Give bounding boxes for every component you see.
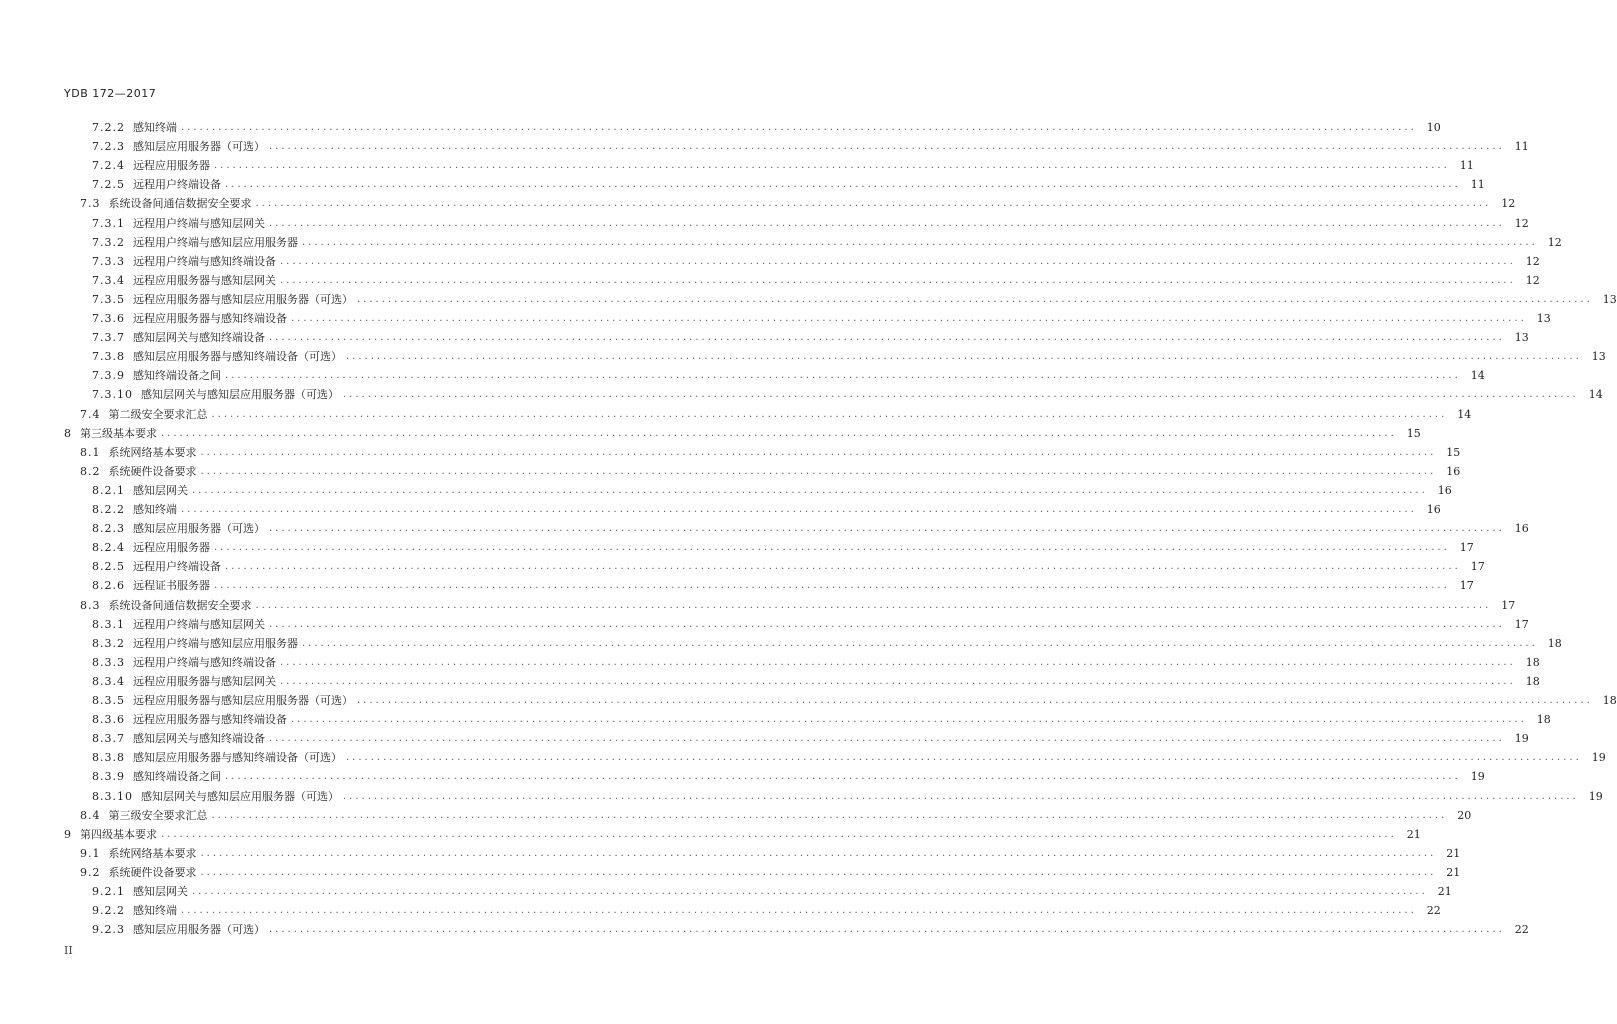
toc-entry-page: 18 (1602, 694, 1617, 707)
dot-leader: ........................................................................................................................................................................................................ (211, 408, 1448, 420)
toc-entry-number: 7.3.10 (92, 388, 133, 402)
toc-entry[interactable] (92, 518, 1529, 536)
dot-leader: ........................................................................................................................................................................................................ (200, 847, 1437, 859)
toc-entry-number: 7.3 (80, 197, 101, 211)
toc-entry-title: 系统网络基本要求 (108, 846, 197, 860)
toc-entry-page: 16 (1437, 483, 1452, 497)
toc-entry[interactable] (80, 404, 1472, 422)
toc-entry-page: 13 (1536, 312, 1551, 325)
toc-entry-page: 19 (1514, 732, 1529, 746)
toc-entry-page: 10 (1426, 121, 1441, 134)
toc-entry-page: 18 (1525, 655, 1540, 669)
toc-entry-title: 感知层应用服务器（可选） (133, 923, 265, 937)
dot-leader: ........................................................................................................................................................................................................ (225, 771, 1461, 783)
toc-entry-number: 8.1 (80, 445, 101, 459)
toc-entry-title: 远程用户终端与感知层网关 (133, 617, 265, 631)
toc-entry-page: 17 (1514, 617, 1529, 631)
dot-leader: ........................................................................................................................................................................................................ (225, 561, 1461, 573)
toc-entry-number: 7.3.5 (92, 292, 125, 306)
toc-entry-title: 感知层网关 (133, 885, 188, 898)
toc-entry-number: 8.3.3 (92, 655, 125, 669)
toc-entry[interactable] (92, 614, 1529, 632)
toc-entry-title: 远程用户终端设备 (133, 178, 221, 192)
toc-entry-title: 远程应用服务器 (133, 159, 210, 173)
toc-entry[interactable] (92, 155, 1474, 173)
toc-entry-number: 8.3.1 (92, 617, 125, 631)
toc-entry[interactable] (92, 213, 1529, 231)
toc-entry-page: 19 (1588, 789, 1603, 803)
toc-entry-number: 9 (64, 827, 72, 841)
toc-entry-number: 8.3.4 (92, 674, 125, 688)
toc-entry-number: 7.3.1 (92, 216, 125, 230)
toc-entry-page: 21 (1446, 865, 1461, 879)
toc-entry-number: 7.2.2 (92, 121, 125, 134)
toc-entry-page: 11 (1470, 178, 1485, 192)
toc-entry-number: 8.3.8 (92, 751, 125, 765)
toc-entry-number: 8.2 (80, 464, 101, 478)
toc-entry-number: 9.2.3 (92, 923, 125, 937)
toc-entry[interactable] (92, 117, 1441, 135)
toc-entry[interactable] (92, 766, 1485, 784)
dot-leader: ........................................................................................................................................................................................................ (346, 752, 1582, 764)
toc-entry-number: 8.2.6 (92, 579, 125, 593)
toc-entry-page: 17 (1501, 598, 1516, 612)
toc-entry-number: 7.3.9 (92, 369, 125, 383)
toc-entry-number: 9.2.1 (92, 885, 125, 898)
dot-leader: ........................................................................................................................................................................................................ (302, 236, 1538, 248)
toc-entry-title: 感知终端设备之间 (133, 369, 221, 383)
toc-entry-number: 7.2.5 (92, 178, 125, 192)
toc-entry-title: 远程用户终端设备 (133, 560, 221, 574)
toc-entry-page: 12 (1525, 273, 1540, 287)
toc-entry-number: 8.2.4 (92, 541, 125, 555)
toc-entry-title: 系统硬件设备要求 (108, 464, 197, 478)
dot-leader: ........................................................................................................................................................................................................ (255, 198, 1492, 210)
toc-entry-number: 8.3.9 (92, 770, 125, 784)
toc-entry-title: 系统网络基本要求 (108, 445, 197, 459)
toc-entry-title: 远程应用服务器与感知终端设备 (133, 312, 287, 325)
dot-leader: ........................................................................................................................................................................................................ (280, 274, 1516, 286)
toc-entry[interactable] (92, 919, 1529, 937)
dot-leader: ........................................................................................................................................................................................................ (214, 580, 1450, 592)
toc-entry-page: 14 (1470, 369, 1485, 383)
toc-entry[interactable] (92, 786, 1603, 804)
dot-leader: ........................................................................................................................................................................................................ (302, 637, 1538, 649)
dot-leader: ........................................................................................................................................................................................................ (225, 179, 1461, 191)
dot-leader: ........................................................................................................................................................................................................ (269, 733, 1505, 745)
toc-entry-title: 远程应用服务器与感知层应用服务器（可选） (133, 292, 353, 306)
toc-entry[interactable] (92, 308, 1551, 326)
toc-entry[interactable] (92, 384, 1603, 402)
toc-entry[interactable] (92, 709, 1551, 727)
toc-entry-number: 7.3.8 (92, 350, 125, 364)
toc-entry-page: 13 (1591, 350, 1606, 364)
toc-entry[interactable] (92, 346, 1606, 364)
toc-entry-number: 8.2.2 (92, 503, 125, 516)
toc-entry-page: 17 (1459, 579, 1474, 593)
toc-entry-page: 19 (1591, 751, 1606, 765)
toc-entry-title: 远程用户终端与感知层应用服务器 (133, 636, 298, 650)
toc-entry-title: 远程应用服务器与感知层应用服务器（可选） (133, 694, 353, 707)
toc-entry-page: 18 (1536, 713, 1551, 727)
dot-leader: ........................................................................................................................................................................................................ (181, 905, 1417, 917)
toc-entry-title: 感知终端 (133, 121, 177, 134)
toc-entry[interactable] (80, 442, 1461, 460)
toc-entry-title: 感知层网关与感知终端设备 (133, 331, 265, 345)
toc-entry-title: 第四级基本要求 (80, 827, 157, 841)
toc-entry-page: 22 (1426, 904, 1441, 918)
toc-entry-page: 12 (1525, 254, 1540, 268)
toc-entry-title: 远程证书服务器 (133, 579, 210, 593)
toc-entry-page: 16 (1514, 522, 1529, 536)
toc-entry-page: 11 (1459, 159, 1474, 173)
dot-leader: ........................................................................................................................................................................................................ (192, 886, 1428, 897)
toc-entry-page: 15 (1446, 445, 1461, 459)
toc-entry-title: 感知终端设备之间 (133, 770, 221, 784)
toc-entry-title: 感知层网关 (133, 483, 188, 497)
toc-entry-page: 16 (1426, 503, 1441, 516)
toc-entry-number: 8.4 (80, 808, 101, 822)
toc-entry-page: 19 (1470, 770, 1485, 784)
document-id-header: YDB 172—2017 (64, 87, 157, 100)
toc-entry[interactable] (80, 862, 1461, 880)
toc-entry[interactable] (92, 690, 1617, 708)
toc-entry-page: 13 (1514, 331, 1529, 345)
toc-entry-title: 感知层应用服务器与感知终端设备（可选） (133, 350, 342, 364)
toc-entry-title: 系统硬件设备要求 (108, 865, 197, 879)
toc-entry[interactable] (92, 365, 1485, 383)
toc-entry-title: 系统设备间通信数据安全要求 (108, 598, 252, 612)
dot-leader: ........................................................................................................................................................................................................ (269, 924, 1505, 936)
dot-leader: ........................................................................................................................................................................................................ (357, 293, 1593, 305)
page-number-footer: II (64, 944, 73, 957)
toc-entry-number: 8 (64, 426, 72, 440)
toc-entry-title: 远程应用服务器与感知层网关 (133, 273, 276, 287)
toc-entry-number: 8.3.2 (92, 636, 125, 650)
toc-entry-number: 7.3.3 (92, 254, 125, 268)
toc-entry-page: 16 (1446, 464, 1461, 478)
dot-leader: ........................................................................................................................................................................................................ (343, 790, 1579, 802)
toc-entry-page: 12 (1501, 197, 1516, 211)
dot-leader: ........................................................................................................................................................................................................ (161, 427, 1397, 439)
toc-entry[interactable] (92, 747, 1606, 765)
toc-entry-number: 8.2.5 (92, 560, 125, 574)
toc-entry-page: 13 (1602, 292, 1617, 306)
toc-entry-title: 感知终端 (133, 503, 177, 516)
toc-entry-number: 7.3.4 (92, 273, 125, 287)
toc-entry-title: 感知层网关与感知终端设备 (133, 732, 265, 746)
toc-entry[interactable] (80, 461, 1461, 479)
toc-entry[interactable] (92, 174, 1485, 192)
dot-leader: ........................................................................................................................................................................................................ (280, 255, 1516, 267)
dot-leader: ........................................................................................................................................................................................................ (214, 542, 1450, 554)
toc-entry-page: 21 (1437, 885, 1452, 898)
dot-leader: ........................................................................................................................................................................................................ (346, 351, 1582, 363)
toc-entry[interactable] (92, 900, 1441, 918)
toc-entry[interactable] (92, 575, 1474, 593)
toc-entry-page: 18 (1525, 674, 1540, 688)
dot-leader: ........................................................................................................................................................................................................ (343, 389, 1579, 401)
toc-entry-page: 12 (1547, 235, 1562, 249)
toc-entry-title: 感知层网关与感知层应用服务器（可选） (141, 388, 339, 402)
toc-entry[interactable] (92, 537, 1474, 555)
toc-entry-page: 22 (1514, 923, 1529, 937)
toc-entry-title: 感知层网关与感知层应用服务器（可选） (141, 789, 339, 803)
dot-leader: ........................................................................................................................................................................................................ (291, 313, 1527, 324)
dot-leader: ........................................................................................................................................................................................................ (357, 695, 1593, 706)
toc-entry-title: 第三级安全要求汇总 (108, 808, 208, 822)
dot-leader: ........................................................................................................................................................................................................ (192, 484, 1428, 496)
dot-leader: ........................................................................................................................................................................................................ (200, 446, 1437, 458)
toc-entry-number: 8.2.3 (92, 522, 125, 536)
toc-entry-page: 14 (1588, 388, 1603, 402)
toc-entry-page: 21 (1406, 827, 1421, 841)
toc-entry[interactable] (92, 289, 1617, 307)
toc-entry[interactable] (92, 270, 1540, 288)
toc-entry-title: 远程应用服务器与感知层网关 (133, 674, 276, 688)
toc-entry-title: 感知层应用服务器与感知终端设备（可选） (133, 751, 342, 765)
dot-leader: ........................................................................................................................................................................................................ (214, 160, 1450, 172)
toc-entry[interactable] (92, 251, 1540, 269)
dot-leader: ........................................................................................................................................................................................................ (269, 217, 1505, 229)
toc-entry-title: 感知层应用服务器（可选） (133, 522, 265, 536)
dot-leader: ........................................................................................................................................................................................................ (280, 656, 1516, 668)
toc-entry-page: 18 (1547, 636, 1562, 650)
toc-entry-number: 8.3.7 (92, 732, 125, 746)
toc-entry-number: 8.3.5 (92, 694, 125, 707)
toc-entry-page: 15 (1406, 426, 1421, 440)
toc-entry-title: 系统设备间通信数据安全要求 (108, 197, 252, 211)
toc-entry-page: 17 (1470, 560, 1485, 574)
toc-entry[interactable] (92, 480, 1452, 498)
dot-leader: ........................................................................................................................................................................................................ (211, 809, 1448, 821)
dot-leader: ........................................................................................................................................................................................................ (181, 504, 1417, 515)
toc-entry-title: 感知终端 (133, 904, 177, 918)
toc-entry[interactable] (92, 232, 1562, 250)
toc-entry-page: 20 (1457, 808, 1472, 822)
toc-entry-number: 8.3.10 (92, 789, 133, 803)
toc-entry-title: 第二级安全要求汇总 (108, 407, 208, 421)
toc-entry[interactable] (80, 805, 1472, 823)
toc-entry[interactable] (92, 728, 1529, 746)
toc-entry-title: 远程用户终端与感知层网关 (133, 216, 265, 230)
toc-entry[interactable] (64, 824, 1421, 842)
toc-entry-number: 7.3.6 (92, 312, 125, 325)
toc-entry[interactable] (92, 499, 1441, 517)
toc-entry-number: 7.3.7 (92, 331, 125, 345)
toc-entry[interactable] (92, 671, 1540, 689)
dot-leader: ........................................................................................................................................................................................................ (255, 599, 1492, 611)
toc-entry[interactable] (80, 595, 1516, 613)
toc-entry-number: 9.2.2 (92, 904, 125, 918)
dot-leader: ........................................................................................................................................................................................................ (269, 332, 1505, 344)
dot-leader: ........................................................................................................................................................................................................ (225, 370, 1461, 382)
toc-entry-number: 7.2.4 (92, 159, 125, 173)
dot-leader: ........................................................................................................................................................................................................ (269, 523, 1505, 535)
toc-entry-page: 11 (1514, 140, 1529, 154)
dot-leader: ........................................................................................................................................................................................................ (200, 866, 1437, 878)
toc-entry-number: 9.2 (80, 865, 101, 879)
dot-leader: ........................................................................................................................................................................................................ (280, 675, 1516, 687)
toc-entry-title: 远程用户终端与感知终端设备 (133, 655, 276, 669)
toc-entry-number: 7.4 (80, 407, 101, 421)
toc-entry-number: 8.3.6 (92, 713, 125, 727)
toc-entry[interactable] (92, 136, 1529, 154)
toc-entry[interactable] (80, 193, 1516, 211)
toc-entry[interactable] (92, 652, 1540, 670)
toc-entry-number: 8.2.1 (92, 483, 125, 497)
toc-entry-number: 7.3.2 (92, 235, 125, 249)
toc-entry-number: 7.2.3 (92, 140, 125, 154)
toc-entry-number: 9.1 (80, 846, 101, 860)
toc-entry[interactable] (92, 327, 1529, 345)
toc-entry-page: 12 (1514, 216, 1529, 230)
toc-entry[interactable] (92, 881, 1452, 899)
toc-entry-title: 第三级基本要求 (80, 426, 157, 440)
dot-leader: ........................................................................................................................................................................................................ (200, 465, 1437, 477)
toc-entry-page: 14 (1457, 407, 1472, 421)
dot-leader: ........................................................................................................................................................................................................ (269, 141, 1505, 153)
toc-entry-title: 远程应用服务器与感知终端设备 (133, 713, 287, 727)
dot-leader: ........................................................................................................................................................................................................ (161, 828, 1397, 840)
dot-leader: ........................................................................................................................................................................................................ (269, 618, 1505, 630)
dot-leader: ........................................................................................................................................................................................................ (291, 714, 1527, 726)
toc-entry-number: 8.3 (80, 598, 101, 612)
toc-entry[interactable] (92, 633, 1562, 651)
toc-entry-title: 远程用户终端与感知层应用服务器 (133, 235, 298, 249)
dot-leader: ........................................................................................................................................................................................................ (181, 122, 1417, 133)
toc-entry[interactable] (80, 843, 1461, 861)
toc-entry-title: 远程应用服务器 (133, 541, 210, 555)
toc-entry-title: 远程用户终端与感知终端设备 (133, 254, 276, 268)
toc-entry[interactable] (64, 423, 1421, 441)
toc-entry-page: 21 (1446, 846, 1461, 860)
toc-entry[interactable] (92, 556, 1485, 574)
toc-entry-page: 17 (1459, 541, 1474, 555)
toc-entry-title: 感知层应用服务器（可选） (133, 140, 265, 154)
